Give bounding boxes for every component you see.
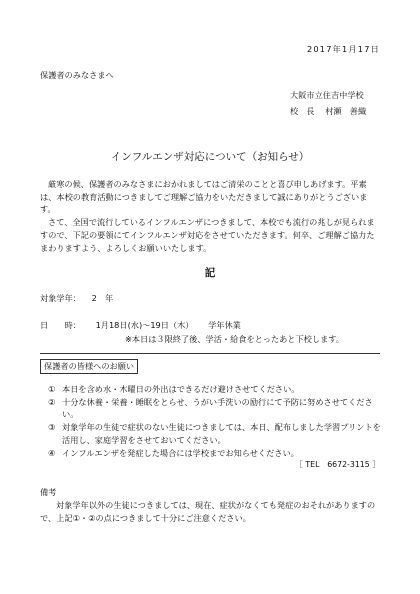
document-date: 2017年1月17日 (306, 44, 380, 54)
list-item (48, 383, 383, 396)
sender-school: 大阪市立住吉中学校 (290, 90, 364, 100)
request-list (48, 383, 383, 459)
item-text: インフルエンザを発症した場合には学校までお知らせください。 (62, 447, 299, 458)
remarks-text: 対象学年以外の生徒につきましては、現在、症状がなくても発症のおそれがありますので、上記①・②の点につきまして十分にご注意ください。 (40, 500, 376, 523)
remarks-heading: 備考 (40, 487, 57, 497)
target-grade (40, 293, 113, 304)
addressee: 保護者のみなさまへ (40, 70, 114, 80)
list-item (48, 447, 383, 460)
document-title: インフルエンザ対応について（お知らせ） (110, 151, 310, 163)
item-number: ② (48, 396, 56, 407)
schedule-event: 学年休業 (208, 320, 241, 330)
schedule-note: ※本日は３限終了後、学活・給食をとったあと下校します。 (125, 334, 344, 344)
item-number: ③ (48, 422, 56, 433)
body-paragraph: 厳寒の候、保護者のみなさまにおかれましてはご清栄のことと喜び申しあげます。平素は、本校の教育活動につきましてご理解ご協力をいただきまして誠にありがとうございます。 (40, 179, 368, 215)
item-text: 対象学年の生徒で症状のない生徒につきましては、本日、配布しました学習プリントを活用し、家庭学習をさせておいてください。 (62, 422, 381, 445)
target-label: 対象学年： (40, 293, 81, 303)
item-text: 十分な休養・栄養・睡眠をとらせ、うがい手洗いの励行にて予防に努めさせてください。 (62, 396, 373, 420)
list-item (48, 421, 383, 446)
item-text: 本日を含め水・木曜日の外出はできるだけ避けさせてください。 (62, 384, 300, 394)
divider (40, 353, 380, 354)
request-heading: 保護者の皆様へのお願い (40, 359, 138, 374)
item-number: ④ (48, 447, 56, 458)
target-value: 2 年 (91, 293, 114, 303)
schedule (40, 320, 241, 331)
telephone: ［ TEL 6672-3115 ］ (295, 460, 380, 469)
body-text (40, 178, 382, 254)
body-paragraph: さて、全国で流行しているインフルエンザにつきまして、本校でも流行の兆しが見られますので、下記の要領にてインフルエンザ対応をさせていただきます。何卒、ご理解ご協力たまわりますよう、よろしくお願いいたします。 (40, 217, 375, 253)
sender-role: 校 長 (290, 106, 315, 116)
item-number: ① (48, 384, 56, 394)
list-item (48, 396, 383, 421)
ki-heading: 記 (204, 267, 216, 279)
schedule-dates: 1月18日(水)～19日（木） (95, 320, 194, 330)
sender-name: 村瀬 善織 (325, 106, 367, 116)
schedule-label: 日 時： (40, 320, 81, 330)
sender-principal (290, 106, 366, 117)
